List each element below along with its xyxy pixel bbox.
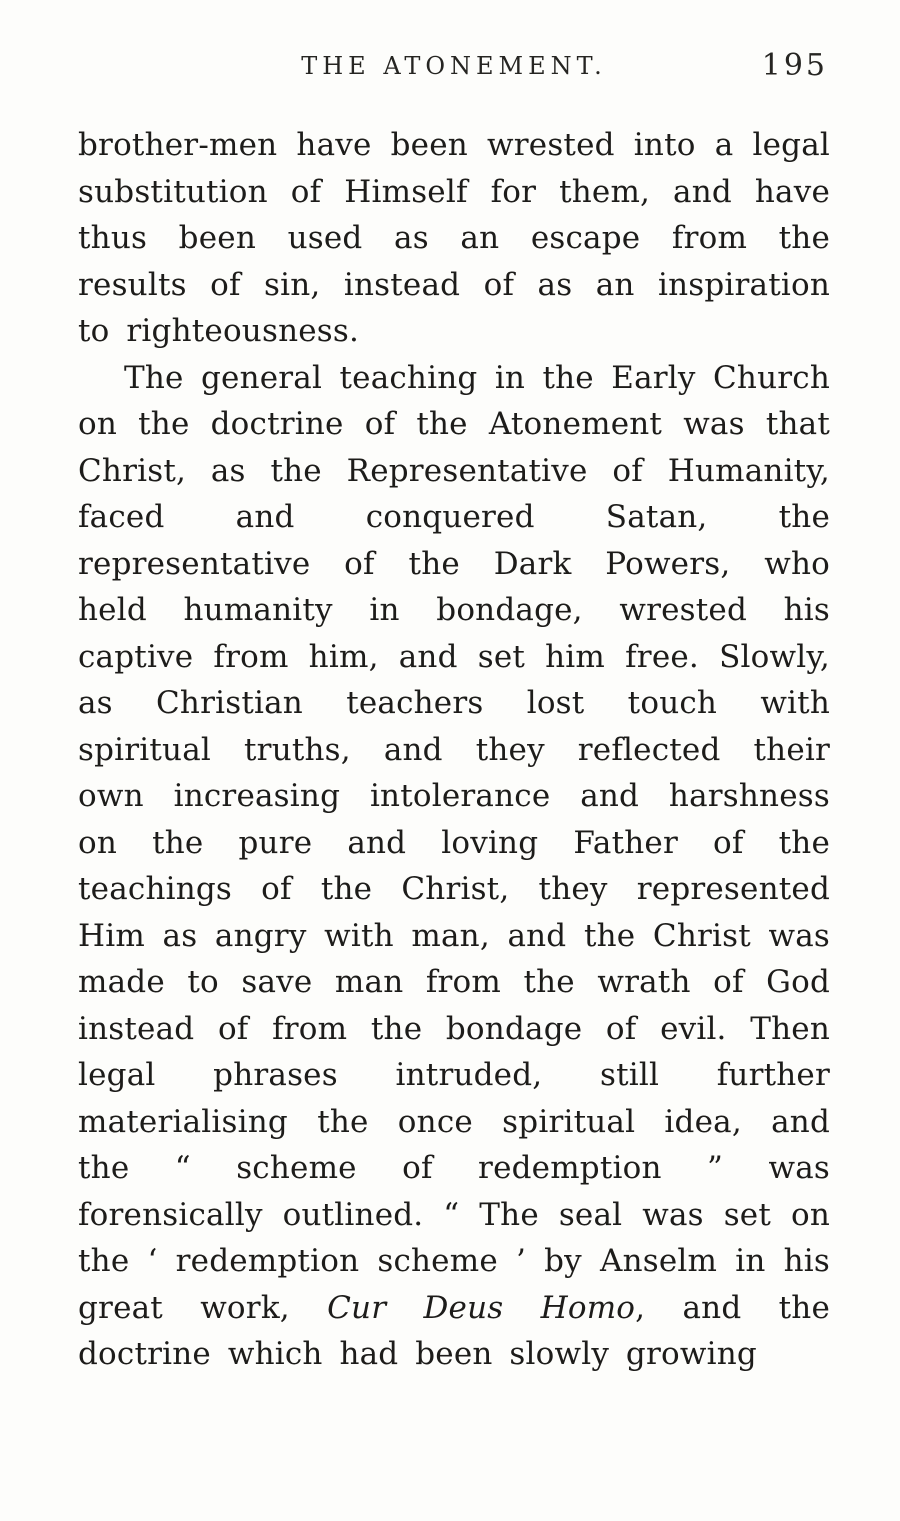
paragraph-text: , and the doctrine which had been slowly growing: [78, 1289, 830, 1372]
paragraph: brother-men have been wrested into a legal substitution of Himself for them, and have thus been used as an escape from the results of sin, instead of as an inspiration to righteousness.: [78, 127, 830, 349]
paragraph: [78, 355, 830, 1378]
page-body: [78, 122, 830, 1378]
page-header: [78, 48, 830, 96]
book-title-italic: Cur Deus Homo: [327, 1289, 636, 1326]
running-header-title: THE ATONEMENT.: [301, 52, 607, 80]
paragraph-text: The general teaching in the Early Church on the doctrine of the Atonement was that Christ, as the Representative of Humanity, faced and conquered Satan, the representative of the Dark Powers, who held humanity in bondage, wrested his captive from him, and set him free. Slowly, as Christian teachers lost touch with spiritual truths, and they reflected their own increasing intolerance and harshness on the pure and loving Father of the teachings of the Christ, they represented Him as angry with man, and the Christ was made to save man from the wrath of God instead of from the bondage of evil. Then legal phrases intruded, still further materialising the once spiritual idea, and the “ scheme of redemption ” was forensically outlined. “ The seal was set on the ‘ redemption scheme ’ by Anselm in his great work,: [78, 359, 830, 1326]
page-number: 195: [761, 48, 828, 83]
